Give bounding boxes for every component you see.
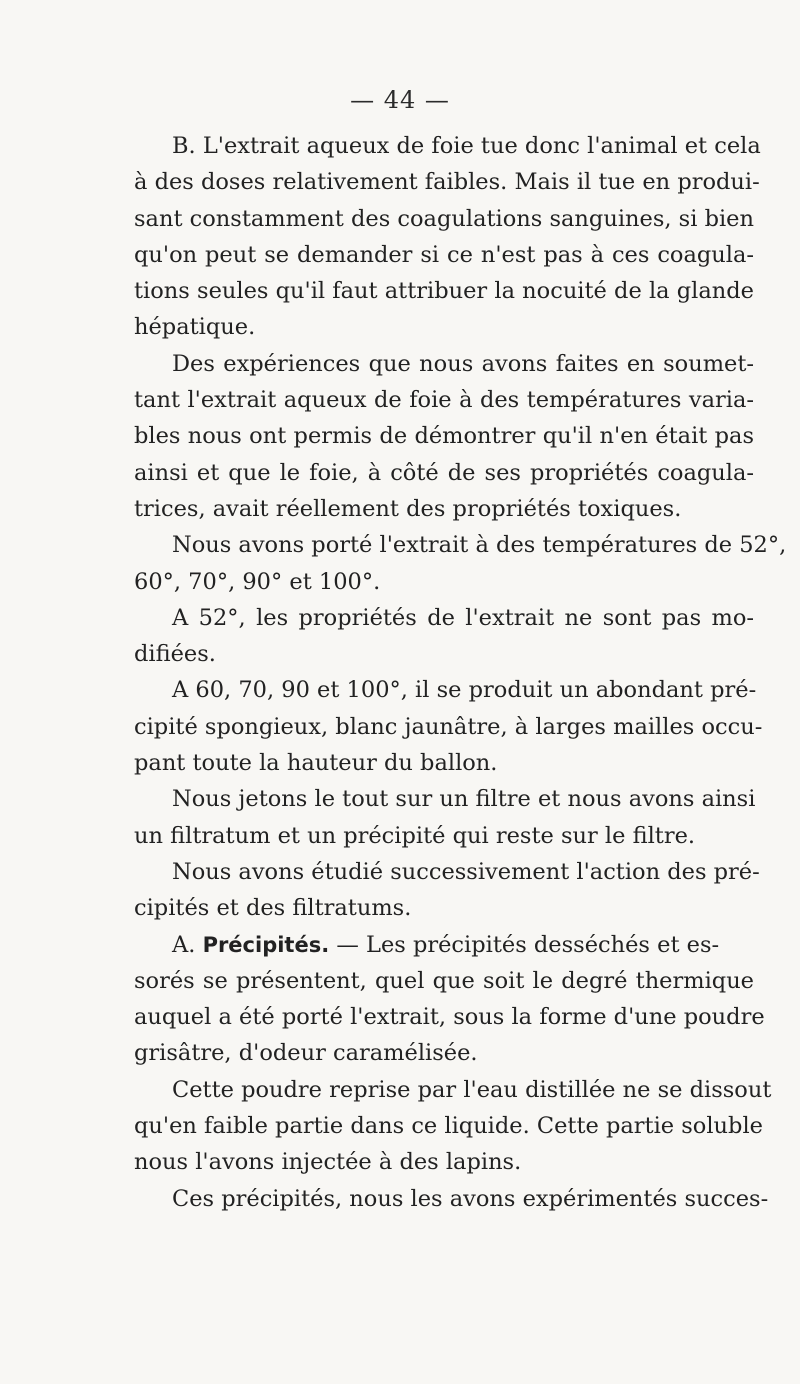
- text-line: Nous avons étudié successivement l'action des pré-: [172, 858, 760, 885]
- text-line: grisâtre, d'odeur caramélisée.: [134, 1040, 478, 1067]
- page-number: — 44 —: [350, 86, 450, 114]
- text-line: un filtratum et un précipité qui reste sur le filtre.: [134, 822, 696, 849]
- text-line: qu'on peut se demander si ce n'est pas à ces coagula-: [134, 241, 754, 268]
- text-line: A 60, 70, 90 et 100°, il se produit un abondant pré-: [172, 677, 757, 704]
- section-intro: — Les précipités desséchés et es-: [329, 931, 720, 958]
- text-line: bles nous ont permis de démontrer qu'il n'en était pas: [134, 423, 754, 450]
- text-line: tions seules qu'il faut attribuer la nocuité de la glande: [134, 278, 754, 305]
- text-line: sorés se présentent, quel que soit le degré thermique: [134, 967, 754, 994]
- text-line: pant toute la hauteur du ballon.: [134, 750, 498, 777]
- text-line: 60°, 70°, 90° et 100°.: [134, 568, 381, 595]
- text-line: nous l'avons injectée à des lapins.: [134, 1149, 522, 1176]
- text-line: cipité spongieux, blanc jaunâtre, à larges mailles occu-: [134, 713, 763, 740]
- text-line: Ces précipités, nous les avons expérimentés succes-: [172, 1185, 769, 1212]
- text-line: sant constamment des coagulations sanguines, si bien: [134, 205, 754, 232]
- text-line: difiées.: [134, 641, 216, 668]
- text-line: Cette poudre reprise par l'eau distillée ne se dissout: [172, 1076, 772, 1103]
- text-line: tant l'extrait aqueux de foie à des températures varia-: [134, 387, 754, 414]
- text-line: cipités et des filtratums.: [134, 895, 412, 922]
- section-title: Précipités.: [202, 932, 330, 957]
- text-line: Des expériences que nous avons faites en soumet-: [172, 350, 754, 377]
- text-line: B. L'extrait aqueux de foie tue donc l'animal et cela: [172, 133, 761, 159]
- text-line: A 52°, les propriétés de l'extrait ne sont pas mo-: [172, 604, 754, 631]
- body-text: [134, 128, 787, 1217]
- text-line: à des doses relativement faibles. Mais il tue en produi-: [134, 169, 760, 196]
- text-line: Nous avons porté l'extrait à des températures de 52°,: [172, 532, 787, 559]
- section-label: A.: [172, 931, 203, 958]
- text-line: ainsi et que le foie, à côté de ses propriétés coagula-: [134, 459, 754, 486]
- section-heading-line: [134, 927, 754, 963]
- text-line: hépatique.: [134, 314, 256, 341]
- text-line: Nous jetons le tout sur un filtre et nous avons ainsi: [172, 786, 756, 813]
- text-line: trices, avait réellement des propriétés toxiques.: [134, 495, 682, 522]
- text-line: auquel a été porté l'extrait, sous la forme d'une poudre: [134, 1004, 765, 1031]
- text-line: qu'en faible partie dans ce liquide. Cette partie soluble: [134, 1113, 763, 1140]
